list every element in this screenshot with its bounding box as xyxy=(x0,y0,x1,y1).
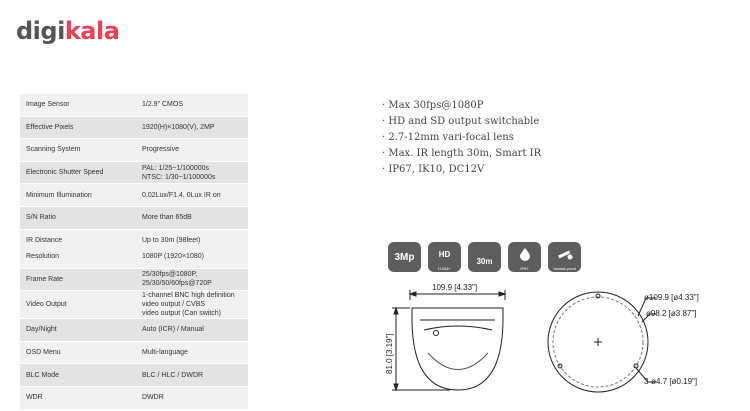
digikala-logo: digikala xyxy=(16,17,120,45)
spec-value xyxy=(136,161,248,184)
spec-value xyxy=(136,246,248,268)
inner-diameter: ø98.2 [ø3.87"] xyxy=(646,309,697,318)
feature-item: · IP67, IK10, DC12V xyxy=(382,164,485,175)
spec-value xyxy=(136,291,248,319)
spec-value xyxy=(136,184,248,207)
spec-value-line: Multi-language xyxy=(142,349,188,357)
spec-row xyxy=(20,161,248,184)
side-view xyxy=(392,290,505,390)
spec-label: Image Sensor xyxy=(20,94,136,116)
spec-label: OSD Menu xyxy=(20,341,136,364)
spec-value xyxy=(136,319,248,342)
spec-value xyxy=(136,364,248,387)
spec-value-line: 25/30fps@1080P, 25/30/50/60fps@720P xyxy=(142,271,212,288)
spec-label: Frame Rate xyxy=(20,268,136,291)
spec-value xyxy=(136,94,248,116)
spec-value-line: 0.02Lux/F1.4, 0Lux IR on xyxy=(142,191,221,199)
dimension-drawing xyxy=(380,278,720,408)
spec-row xyxy=(20,319,248,342)
spec-value xyxy=(136,341,248,364)
spec-value-line: 1-channel BNC high definition video output / CVBS xyxy=(142,292,235,309)
spec-value xyxy=(136,268,248,291)
spec-value xyxy=(136,386,248,409)
feature-list xyxy=(382,98,541,178)
spec-value-line: BLC / HLC / DWDR xyxy=(142,371,204,379)
spec-row xyxy=(20,341,248,364)
spec-value-line: video output (Can switch) xyxy=(142,310,221,318)
feature-icons xyxy=(388,242,581,272)
feature-item: · HD and SD output switchable xyxy=(382,116,540,127)
spec-row xyxy=(20,94,248,116)
spec-label: S/N Ratio xyxy=(20,206,136,229)
feature-item: · Max. IR length 30m, Smart IR xyxy=(382,148,542,159)
spec-label: IR Distance xyxy=(20,229,136,252)
spec-label: Day/Night xyxy=(20,319,136,342)
mounting-holes: 3-ø4.7 [ø0.19"] xyxy=(644,377,698,386)
spec-value xyxy=(136,206,248,229)
spec-value-line: NTSC: 1/30~1/100000s xyxy=(142,173,216,181)
spec-value-line: Up to 30m (98feet) xyxy=(142,236,201,244)
spec-value-line: 1920(H)×1080(V), 2MP xyxy=(142,123,215,131)
spec-label: BLC Mode xyxy=(20,364,136,387)
spec-value xyxy=(136,116,248,139)
spec-label: Video Output xyxy=(20,291,136,319)
spec-row xyxy=(20,291,248,319)
spec-value-line: More than 65dB xyxy=(142,214,192,222)
3mp-icon: 3Mp xyxy=(388,242,421,272)
spec-row xyxy=(20,268,248,291)
spec-label: WDR xyxy=(20,386,136,409)
ip67-icon: IP67 xyxy=(508,242,541,272)
top-view xyxy=(548,292,656,392)
spec-value-line: 1/2.9" CMOS xyxy=(142,101,183,109)
spec-row xyxy=(20,206,248,229)
feature-item: · Max 30fps@1080P xyxy=(382,100,484,111)
spec-row xyxy=(20,116,248,139)
spec-label: Scanning System xyxy=(20,139,136,162)
spec-row xyxy=(20,246,248,268)
height-dimension: 81.0 [3.19"] xyxy=(385,333,394,374)
spec-row xyxy=(20,364,248,387)
spec-value-line: Auto (ICR) / Manual xyxy=(142,326,204,334)
ir-30m-icon: 30m xyxy=(468,242,501,272)
spec-value-line: 1080P (1920×1080) xyxy=(142,253,204,261)
spec-table-video xyxy=(20,246,248,410)
spec-row xyxy=(20,139,248,162)
spec-label: Electronic Shutter Speed xyxy=(20,161,136,184)
hd-h264-icon: HD H.264+ xyxy=(428,242,461,272)
spec-row xyxy=(20,386,248,409)
vandal-proof-icon: Vandal-proof xyxy=(548,242,581,272)
width-dimension: 109.9 [4.33"] xyxy=(432,283,478,292)
outer-diameter: ø109.9 [ø4.33"] xyxy=(644,293,699,302)
spec-value-line: Progressive xyxy=(142,146,179,154)
spec-value xyxy=(136,139,248,162)
spec-label: Resolution xyxy=(20,246,136,268)
spec-row xyxy=(20,184,248,207)
spec-label: Effective Pixels xyxy=(20,116,136,139)
spec-value-line: PAL: 1/25~1/100000s xyxy=(142,164,210,172)
spec-value-line: DWDR xyxy=(142,394,164,402)
spec-label: Minimum Illumination xyxy=(20,184,136,207)
feature-item: · 2.7-12mm vari-focal lens xyxy=(382,132,514,143)
spec-table-camera xyxy=(20,94,248,252)
